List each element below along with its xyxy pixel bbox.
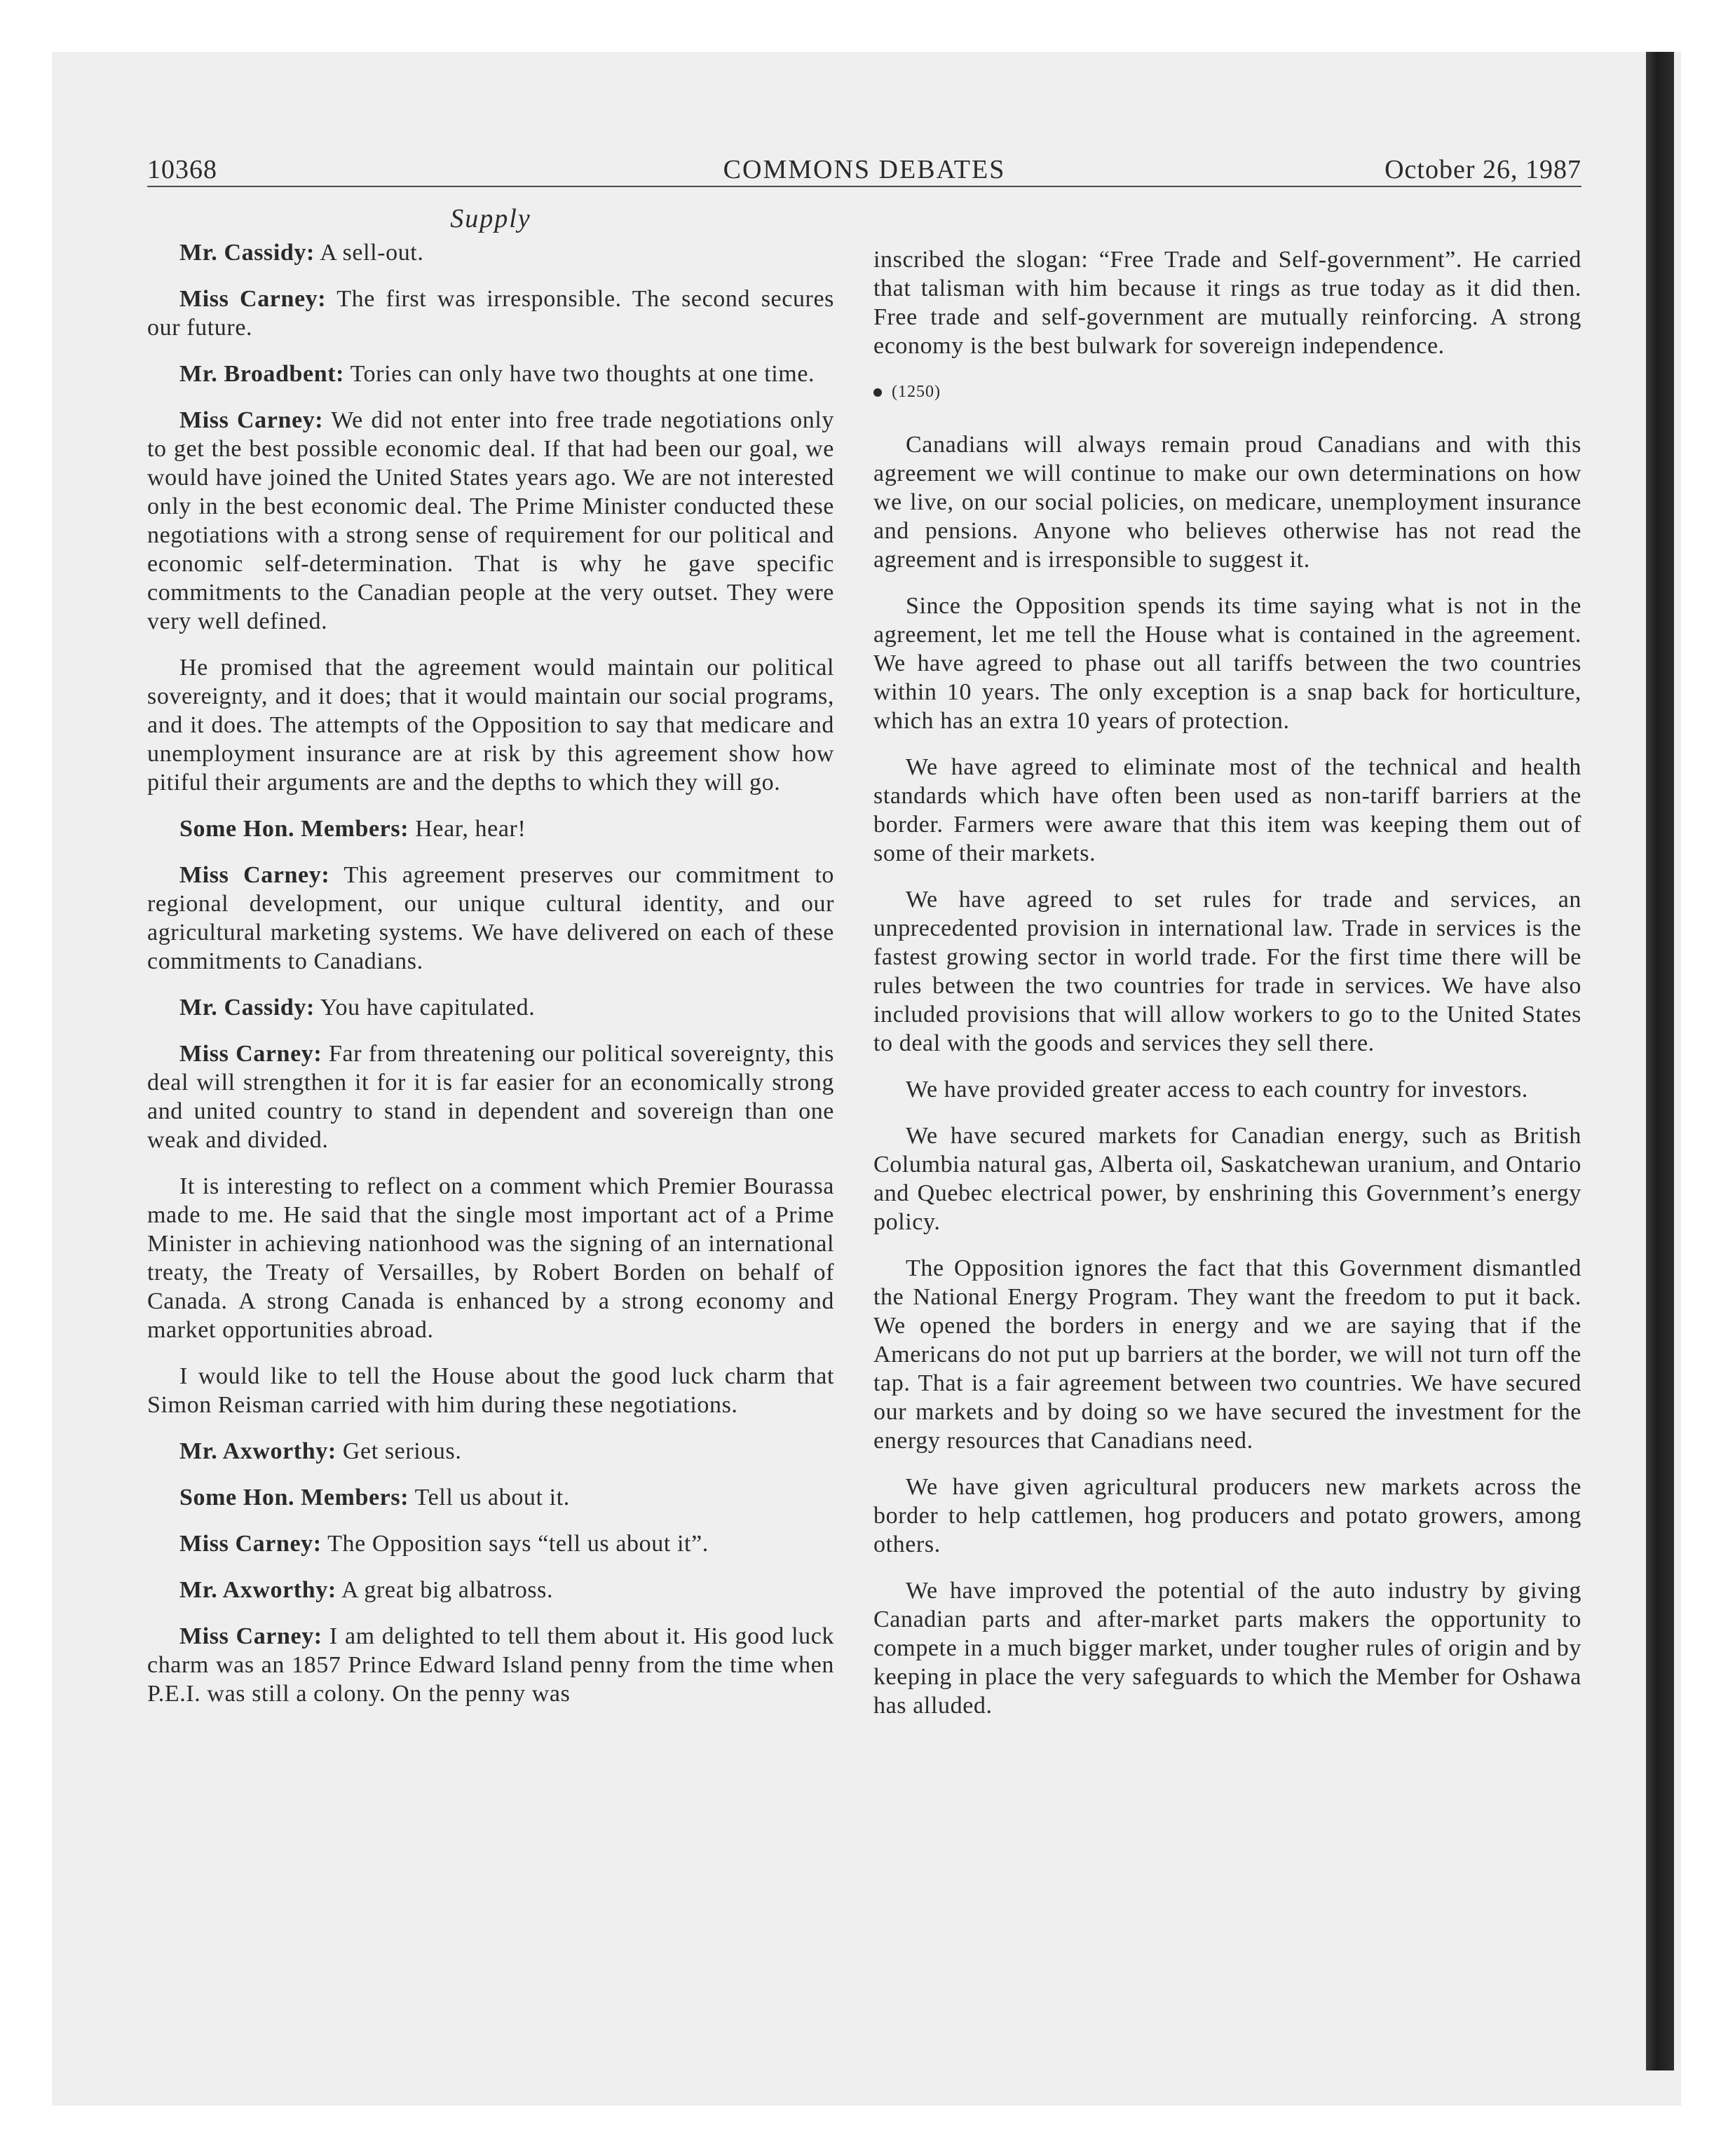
- paragraph: [147, 285, 834, 342]
- section-heading: Supply: [450, 204, 531, 233]
- speaker-name: Mr. Axworthy:: [179, 1577, 336, 1603]
- speech-text: You have capitulated.: [314, 995, 536, 1021]
- speaker-name: Miss Carney:: [179, 286, 327, 312]
- speaker-name: Miss Carney:: [179, 1623, 322, 1649]
- paragraph: [147, 1622, 834, 1708]
- speech-text: Tories can only have two thoughts at one time.: [344, 361, 815, 387]
- journal-title: COMMONS DEBATES: [723, 155, 1006, 184]
- speech-text: A sell-out.: [314, 240, 424, 266]
- speech-text: He promised that the agreement would maintain our political sovereignty, and it does; that it would maintain our social programs, and it does. The attempts of the Opposition to say that medicare and unemployment insurance are at risk by this agreement show how pitiful their arguments are and the depths to which they will go.: [147, 655, 834, 796]
- time-marker-text: (1250): [892, 383, 941, 401]
- paragraph: [147, 1039, 834, 1154]
- speaker-name: Some Hon. Members:: [179, 816, 409, 842]
- speaker-name: Mr. Cassidy:: [179, 240, 315, 266]
- paragraph: We have agreed to eliminate most of the technical and health standards which have often been used as non-tariff barriers at the border. Farmers were aware that this item was keeping them out of some of their markets.: [873, 754, 1581, 866]
- speech-text: Far from threatening our political sovereignty, this deal will strengthen it for it is far easier for an economically strong and united country to stand in dependent and sovereign than one weak and divided.: [147, 1041, 834, 1153]
- paragraph: [147, 861, 834, 976]
- page-number: 10368: [147, 155, 217, 184]
- paragraph: The Opposition ignores the fact that this Government dismantled the National Energy Program. They want the freedom to put it back. We opened the borders in energy and we are saying that if the Americans do not put up barriers at the border, we will not turn off the tap. That is a fair agreement between two countries. We have secured our markets and by doing so we have secured the investment for the energy resources that Canadians need.: [873, 1255, 1581, 1454]
- speaker-name: Miss Carney:: [179, 1531, 322, 1557]
- paragraph: [147, 238, 834, 267]
- paragraph: [147, 993, 834, 1022]
- paragraph: [147, 653, 834, 797]
- paragraph: [147, 406, 834, 636]
- speech-text: The first was irresponsible. The second secures our future.: [147, 286, 834, 341]
- paragraph: We have provided greater access to each country for investors.: [906, 1077, 1528, 1103]
- bullet-dot-icon: [873, 388, 882, 397]
- paragraph: [147, 1362, 834, 1419]
- paragraph: [147, 1437, 834, 1466]
- paragraph: [147, 814, 834, 843]
- paragraph: We have improved the potential of the auto industry by giving Canadian parts and after-market parts makers the opportunity to compete in a much bigger market, under tougher rules of origin and by keeping in place the very safeguards to which the Member for Oshawa has alluded.: [873, 1578, 1581, 1719]
- paragraph: We have secured markets for Canadian energy, such as British Columbia natural gas, Alberta oil, Saskatchewan uranium, and Ontario and Quebec electrical power, by enshrining this Government’s energy policy.: [873, 1123, 1581, 1235]
- speech-text: I would like to tell the House about the good luck charm that Simon Reisman carried with him during these negotiations.: [147, 1363, 834, 1418]
- paragraph: We have given agricultural producers new markets across the border to help cattlemen, hog producers and potato growers, among others.: [873, 1474, 1581, 1557]
- issue-date: October 26, 1987: [1384, 155, 1581, 184]
- left-column: [147, 238, 834, 1726]
- speaker-name: Some Hon. Members:: [179, 1485, 409, 1510]
- paragraph: [147, 1529, 834, 1558]
- time-marker: [873, 378, 1581, 407]
- scan-binding-edge: [1646, 52, 1674, 2070]
- header-rule: [147, 186, 1581, 187]
- paragraph: [147, 1576, 834, 1604]
- speaker-name: Miss Carney:: [179, 407, 324, 433]
- paragraph: Since the Opposition spends its time saying what is not in the agreement, let me tell the House what is contained in the agreement. We have agreed to phase out all tariffs between the two countries within 10 years. The only exception is a snap back for horticulture, which has an extra 10 years of protection.: [873, 593, 1581, 734]
- speaker-name: Miss Carney:: [179, 862, 330, 888]
- speaker-name: Mr. Broadbent:: [179, 361, 345, 387]
- running-header: [147, 149, 1581, 188]
- speech-text: Hear, hear!: [409, 816, 526, 842]
- paragraph: [147, 1483, 834, 1512]
- speaker-name: Mr. Axworthy:: [179, 1438, 336, 1464]
- speech-text: We did not enter into free trade negotiations only to get the best possible economic deal. If that had been our goal, we would have joined the United States years ago. We are not interested only in the best economic deal. The Prime Minister conducted these negotiations with a strong sense of requirement for our political and economic self-determination. That is why he gave specific commitments to the Canadian people at the very outset. They were very well defined.: [147, 407, 835, 634]
- continued-paragraph: inscribed the slogan: “Free Trade and Self-government”. He carried that talisman with him because it rings as true today as it did then. Free trade and self-government are mutually reinforcing. A strong economy is the best bulwark for sovereign independence.: [873, 247, 1581, 359]
- speech-text: I am delighted to tell them about it. His good luck charm was an 1857 Prince Edward Island penny from the time when P.E.I. was still a colony. On the penny was: [147, 1623, 835, 1707]
- paragraph: [147, 1172, 834, 1344]
- paragraph: Canadians will always remain proud Canadians and with this agreement we will continue to make our own determinations on how we live, on our social policies, on medicare, unemployment insurance and pensions. Anyone who believes otherwise has not read the agreement and is irresponsible to suggest it.: [873, 432, 1581, 573]
- speaker-name: Mr. Cassidy:: [179, 995, 315, 1021]
- speech-text: It is interesting to reflect on a comment which Premier Bourassa made to me. He said that the single most important act of a Prime Minister in achieving nationhood was the signing of an international treaty, the Treaty of Versailles, by Robert Borden on behalf of Canada. A strong Canada is enhanced by a strong economy and market opportunities abroad.: [147, 1173, 834, 1343]
- speech-text: The Opposition says “tell us about it”.: [321, 1531, 709, 1557]
- speech-text: Get serious.: [336, 1438, 462, 1464]
- right-column: [873, 245, 1581, 1738]
- paragraph: We have agreed to set rules for trade and services, an unprecedented provision in international law. Trade in services is the fastest growing sector in world trade. For the first time there will be rules between the two countries for trade in services. We have also included provisions that will allow workers to go to the United States to deal with the goods and services they sell there.: [873, 887, 1581, 1056]
- speech-text: Tell us about it.: [409, 1485, 570, 1510]
- speech-text: A great big albatross.: [336, 1577, 554, 1603]
- speaker-name: Miss Carney:: [179, 1041, 322, 1067]
- speech-text: This agreement preserves our commitment to regional development, our unique cultural identity, and our agricultural marketing systems. We have delivered on each of these commitments to Canadians.: [147, 862, 835, 974]
- paragraph: [147, 360, 834, 388]
